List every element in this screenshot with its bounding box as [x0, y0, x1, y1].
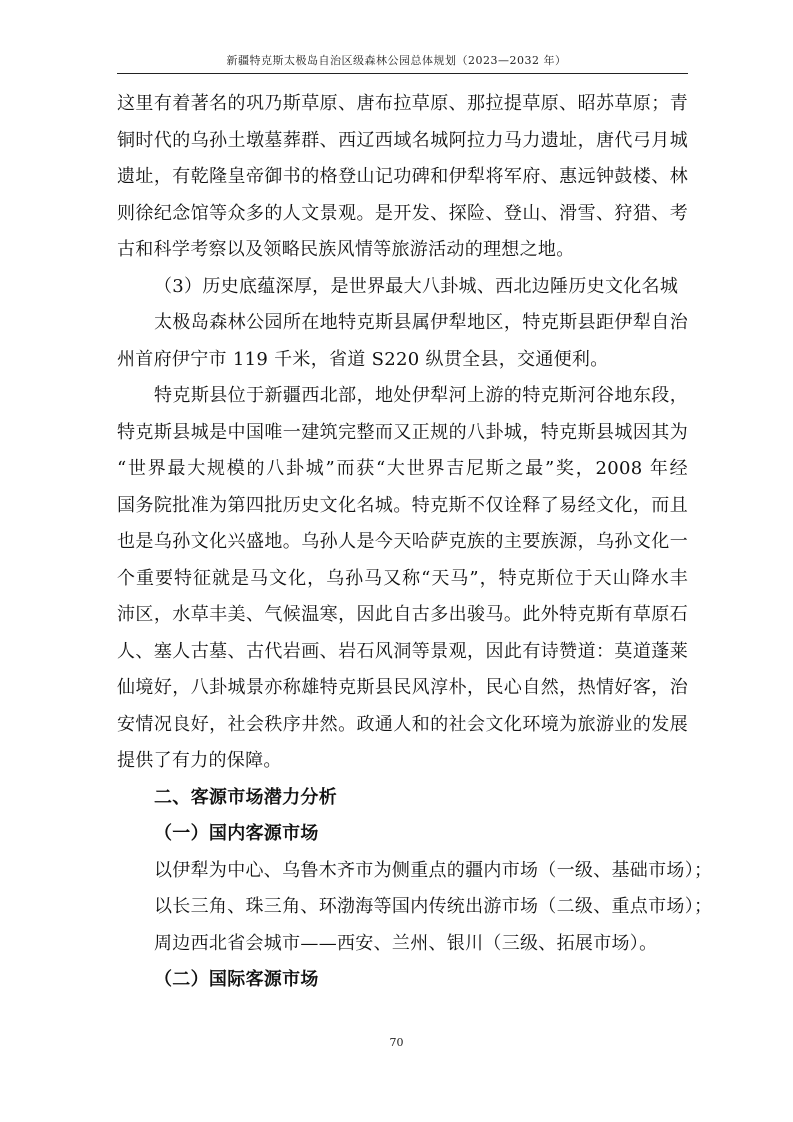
page-number: 70	[389, 1036, 404, 1049]
body-text	[117, 86, 713, 999]
running-header: 新疆特克斯太极岛自治区级森林公园总体规划（2023—2032 年）	[226, 54, 567, 67]
paragraph-line: 特克斯县城是中国唯一建筑完整而又正规的八卦城，特克斯县城因其为	[117, 421, 688, 443]
header-rule	[117, 73, 688, 74]
paragraph-line: 古和科学考察以及领略民族风情等旅游活动的理想之地。	[117, 239, 575, 260]
subsection-heading: （一）国内客源市场	[154, 823, 319, 844]
paragraph-line: 国务院批准为第四批历史文化名城。特克斯不仅诠释了易经文化，而且	[117, 494, 688, 516]
paragraph-line: 则徐纪念馆等众多的人文景观。是开发、探险、登山、滑雪、狩猎、考	[117, 202, 688, 224]
subsection-heading: （3）历史底蕴深厚，是世界最大八卦城、西北边陲历史文化名城	[154, 275, 679, 297]
paragraph-line: 遗址，有乾隆皇帝御书的格登山记功碑和伊犁将军府、惠远钟鼓楼、林	[117, 166, 688, 187]
list-line: 以伊犁为中心、乌鲁木齐市为侧重点的疆内市场（一级、基础市场）；	[154, 859, 713, 881]
list-line: 周边西北省会城市——西安、兰州、银川（三级、拓展市场）。	[154, 932, 658, 954]
paragraph-line: “世界最大规模的八卦城”而获“大世界吉尼斯之最”奖，2008 年经	[117, 458, 688, 479]
paragraph-line: 仙境好，八卦城景亦称雄特克斯县民风淳朴，民心自然，热情好客，治	[117, 677, 688, 698]
paragraph-line: 特克斯县位于新疆西北部，地处伊犁河上游的特克斯河谷地东段，	[154, 385, 688, 406]
section-heading: 二、客源市场潜力分析	[154, 786, 337, 808]
subsection-heading: （二）国际客源市场	[154, 969, 319, 990]
paragraph-line: 个重要特征就是马文化，乌孙马又称“天马”，特克斯位于天山降水丰	[117, 567, 688, 589]
paragraph-line: 也是乌孙文化兴盛地。乌孙人是今天哈萨克族的主要族源，乌孙文化一	[117, 531, 688, 552]
paragraph-line: 沛区，水草丰美、气候温寒，因此自古多出骏马。此外特克斯有草原石	[117, 604, 688, 625]
paragraph-line: 太极岛森林公园所在地特克斯县属伊犁地区，特克斯县距伊犁自治	[154, 312, 688, 333]
paragraph-line: 安情况良好，社会秩序井然。政通人和的社会文化环境为旅游业的发展	[117, 713, 688, 735]
paragraph-line: 州首府伊宁市 119 千米，省道 S220 纵贯全县，交通便利。	[117, 348, 609, 370]
list-line: 以长三角、珠三角、环渤海等国内传统出游市场（二级、重点市场）；	[154, 896, 713, 917]
paragraph-line: 提供了有力的保障。	[117, 750, 282, 771]
paragraph-line: 铜时代的乌孙土墩墓葬群、西辽西域名城阿拉力马力遗址，唐代弓月城	[117, 129, 688, 151]
paragraph-line: 人、塞人古墓、古代岩画、岩石风洞等景观，因此有诗赞道：莫道蓬莱	[117, 640, 688, 662]
paragraph-line: 这里有着著名的巩乃斯草原、唐布拉草原、那拉提草原、昭苏草原；青	[117, 93, 688, 114]
